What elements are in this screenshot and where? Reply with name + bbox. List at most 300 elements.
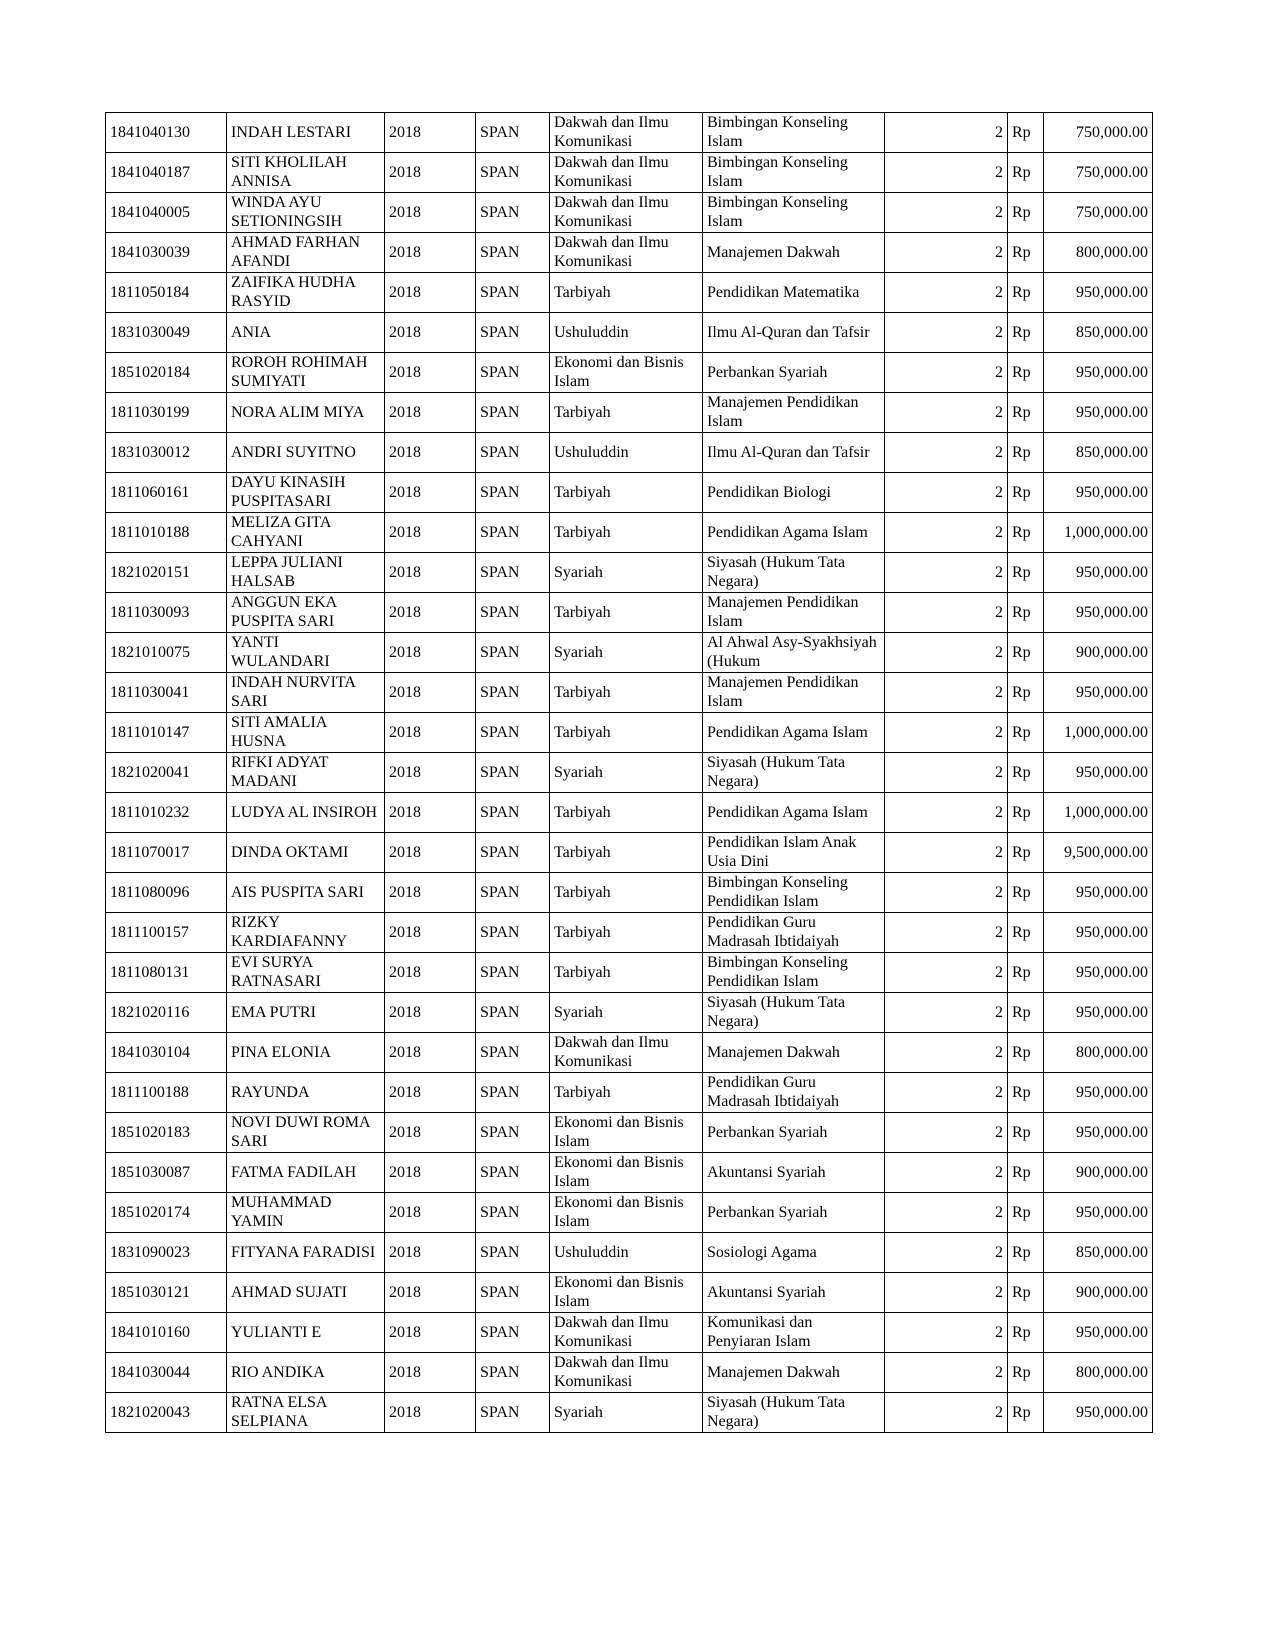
student-name-text: FATMA FADILAH	[231, 1164, 357, 1181]
table-row	[106, 993, 1153, 1033]
admission-path-cell	[476, 1273, 550, 1313]
student-id-text: 1841040005	[110, 204, 190, 221]
category-cell	[885, 1313, 1008, 1353]
faculty-cell	[550, 793, 703, 833]
table-row	[106, 633, 1153, 673]
category-cell	[885, 273, 1008, 313]
currency-text: Rp	[1012, 1284, 1031, 1301]
category-text: 2	[995, 1164, 1003, 1181]
faculty-text: Syariah	[554, 764, 603, 781]
admission-path-cell	[476, 1073, 550, 1113]
currency-cell	[1008, 633, 1044, 673]
admission-path-cell	[476, 1153, 550, 1193]
student-name-text: NORA ALIM MIYA	[231, 404, 365, 421]
faculty-cell	[550, 633, 703, 673]
student-name-text: ROROH ROHIMAH SUMIYATI	[231, 354, 368, 390]
currency-cell	[1008, 993, 1044, 1033]
student-name-text: YULIANTI E	[231, 1324, 322, 1341]
faculty-text: Syariah	[554, 1004, 603, 1021]
currency-cell	[1008, 873, 1044, 913]
category-text: 2	[995, 1004, 1003, 1021]
student-id-cell	[106, 393, 227, 433]
faculty-text: Dakwah dan Ilmu Komunikasi	[554, 1354, 669, 1390]
category-text: 2	[995, 804, 1003, 821]
category-cell	[885, 673, 1008, 713]
student-id-cell	[106, 793, 227, 833]
admission-path-text: SPAN	[480, 564, 520, 581]
admission-path-text: SPAN	[480, 1364, 520, 1381]
year-cell	[385, 1313, 476, 1353]
admission-path-cell	[476, 873, 550, 913]
study-program-text: Bimbingan Konseling Islam	[707, 114, 848, 150]
year-text: 2018	[389, 1284, 421, 1301]
student-name-cell	[227, 993, 385, 1033]
currency-cell	[1008, 1193, 1044, 1233]
currency-cell	[1008, 1353, 1044, 1393]
category-cell	[885, 433, 1008, 473]
year-text: 2018	[389, 564, 421, 581]
amount-text: 800,000.00	[1076, 1364, 1148, 1381]
currency-text: Rp	[1012, 724, 1031, 741]
year-cell	[385, 193, 476, 233]
year-text: 2018	[389, 1364, 421, 1381]
year-text: 2018	[389, 1124, 421, 1141]
amount-cell	[1044, 833, 1153, 873]
admission-path-text: SPAN	[480, 1204, 520, 1221]
student-name-cell	[227, 1353, 385, 1393]
study-program-text: Bimbingan Konseling Islam	[707, 154, 848, 190]
admission-path-cell	[476, 913, 550, 953]
category-cell	[885, 713, 1008, 753]
admission-path-cell	[476, 833, 550, 873]
student-name-text: INDAH LESTARI	[231, 124, 352, 141]
currency-cell	[1008, 473, 1044, 513]
study-program-cell	[703, 1313, 885, 1353]
currency-cell	[1008, 1033, 1044, 1073]
faculty-cell	[550, 593, 703, 633]
study-program-text: Manajemen Pendidikan Islam	[707, 394, 859, 430]
year-text: 2018	[389, 204, 421, 221]
student-id-cell	[106, 313, 227, 353]
admission-path-cell	[476, 233, 550, 273]
table-row	[106, 753, 1153, 793]
student-id-text: 1811070017	[110, 844, 190, 861]
year-cell	[385, 953, 476, 993]
student-id-cell	[106, 153, 227, 193]
study-program-cell	[703, 793, 885, 833]
amount-cell	[1044, 1393, 1153, 1433]
admission-path-cell	[476, 1353, 550, 1393]
category-text: 2	[995, 524, 1003, 541]
student-id-cell	[106, 753, 227, 793]
admission-path-cell	[476, 473, 550, 513]
study-program-text: Pendidikan Islam Anak Usia Dini	[707, 834, 857, 870]
student-name-cell	[227, 433, 385, 473]
year-text: 2018	[389, 604, 421, 621]
currency-text: Rp	[1012, 684, 1031, 701]
table-row	[106, 873, 1153, 913]
admission-path-text: SPAN	[480, 1284, 520, 1301]
study-program-text: Ilmu Al-Quran dan Tafsir	[707, 324, 870, 341]
faculty-text: Dakwah dan Ilmu Komunikasi	[554, 114, 669, 150]
currency-cell	[1008, 953, 1044, 993]
admission-path-text: SPAN	[480, 684, 520, 701]
year-cell	[385, 1113, 476, 1153]
admission-path-text: SPAN	[480, 244, 520, 261]
student-id-text: 1811010147	[110, 724, 190, 741]
student-name-text: SITI AMALIA HUSNA	[231, 714, 327, 750]
student-name-text: PINA ELONIA	[231, 1044, 331, 1061]
category-cell	[885, 1233, 1008, 1273]
admission-path-text: SPAN	[480, 1004, 520, 1021]
category-text: 2	[995, 1404, 1003, 1421]
faculty-text: Ushuluddin	[554, 1244, 629, 1261]
study-program-cell	[703, 993, 885, 1033]
faculty-cell	[550, 193, 703, 233]
table-row	[106, 593, 1153, 633]
faculty-text: Tarbiyah	[554, 884, 611, 901]
study-program-text: Manajemen Dakwah	[707, 1364, 840, 1381]
faculty-text: Tarbiyah	[554, 284, 611, 301]
category-cell	[885, 553, 1008, 593]
admission-path-text: SPAN	[480, 124, 520, 141]
student-id-text: 1841030044	[110, 1364, 190, 1381]
year-text: 2018	[389, 1244, 421, 1261]
year-cell	[385, 153, 476, 193]
table-row	[106, 473, 1153, 513]
currency-text: Rp	[1012, 804, 1031, 821]
study-program-cell	[703, 1073, 885, 1113]
year-cell	[385, 1233, 476, 1273]
study-program-cell	[703, 673, 885, 713]
currency-cell	[1008, 1313, 1044, 1353]
faculty-cell	[550, 473, 703, 513]
amount-cell	[1044, 753, 1153, 793]
student-name-text: SITI KHOLILAH ANNISA	[231, 154, 347, 190]
currency-cell	[1008, 113, 1044, 153]
currency-cell	[1008, 433, 1044, 473]
currency-text: Rp	[1012, 1324, 1031, 1341]
year-cell	[385, 113, 476, 153]
currency-text: Rp	[1012, 404, 1031, 421]
amount-cell	[1044, 713, 1153, 753]
amount-text: 950,000.00	[1076, 284, 1148, 301]
student-name-text: EMA PUTRI	[231, 1004, 316, 1021]
student-id-cell	[106, 953, 227, 993]
amount-text: 950,000.00	[1076, 1204, 1148, 1221]
category-cell	[885, 473, 1008, 513]
student-name-text: AIS PUSPITA SARI	[231, 884, 364, 901]
study-program-text: Manajemen Dakwah	[707, 1044, 840, 1061]
category-text: 2	[995, 924, 1003, 941]
table-row	[106, 1273, 1153, 1313]
study-program-cell	[703, 233, 885, 273]
category-text: 2	[995, 564, 1003, 581]
student-id-text: 1811010232	[110, 804, 190, 821]
student-name-text: ZAIFIKA HUDHA RASYID	[231, 274, 355, 310]
student-name-text: LEPPA JULIANI HALSAB	[231, 554, 343, 590]
currency-cell	[1008, 153, 1044, 193]
student-id-text: 1821010075	[110, 644, 190, 661]
student-name-cell	[227, 1193, 385, 1233]
faculty-text: Syariah	[554, 1404, 603, 1421]
study-program-text: Al Ahwal Asy-Syakhsiyah (Hukum	[707, 634, 877, 670]
category-cell	[885, 233, 1008, 273]
year-cell	[385, 673, 476, 713]
year-text: 2018	[389, 1084, 421, 1101]
amount-text: 950,000.00	[1076, 604, 1148, 621]
year-cell	[385, 313, 476, 353]
currency-cell	[1008, 1073, 1044, 1113]
study-program-cell	[703, 913, 885, 953]
student-id-cell	[106, 673, 227, 713]
currency-cell	[1008, 313, 1044, 353]
faculty-cell	[550, 233, 703, 273]
amount-cell	[1044, 233, 1153, 273]
admission-path-cell	[476, 993, 550, 1033]
category-text: 2	[995, 1044, 1003, 1061]
amount-text: 800,000.00	[1076, 1044, 1148, 1061]
year-text: 2018	[389, 844, 421, 861]
year-text: 2018	[389, 444, 421, 461]
student-name-text: AHMAD SUJATI	[231, 1284, 348, 1301]
currency-text: Rp	[1012, 244, 1031, 261]
table-row	[106, 553, 1153, 593]
student-id-cell	[106, 113, 227, 153]
student-name-text: RIFKI ADYAT MADANI	[231, 754, 329, 790]
category-cell	[885, 1273, 1008, 1313]
student-name-text: EVI SURYA RATNASARI	[231, 954, 321, 990]
student-name-cell	[227, 153, 385, 193]
category-text: 2	[995, 764, 1003, 781]
study-program-cell	[703, 1353, 885, 1393]
admission-path-text: SPAN	[480, 964, 520, 981]
faculty-text: Tarbiyah	[554, 684, 611, 701]
student-id-cell	[106, 513, 227, 553]
admission-path-cell	[476, 153, 550, 193]
category-cell	[885, 513, 1008, 553]
year-text: 2018	[389, 684, 421, 701]
study-program-cell	[703, 273, 885, 313]
student-id-text: 1811030041	[110, 684, 190, 701]
student-id-cell	[106, 1353, 227, 1393]
admission-path-text: SPAN	[480, 604, 520, 621]
amount-cell	[1044, 1113, 1153, 1153]
currency-text: Rp	[1012, 564, 1031, 581]
student-name-cell	[227, 1273, 385, 1313]
faculty-cell	[550, 513, 703, 553]
category-text: 2	[995, 1364, 1003, 1381]
admission-path-cell	[476, 1033, 550, 1073]
amount-cell	[1044, 793, 1153, 833]
student-name-cell	[227, 513, 385, 553]
amount-cell	[1044, 353, 1153, 393]
student-id-cell	[106, 1313, 227, 1353]
amount-cell	[1044, 393, 1153, 433]
amount-text: 950,000.00	[1076, 404, 1148, 421]
admission-path-text: SPAN	[480, 484, 520, 501]
faculty-text: Tarbiyah	[554, 524, 611, 541]
study-program-cell	[703, 713, 885, 753]
table-row	[106, 1153, 1153, 1193]
amount-text: 950,000.00	[1076, 884, 1148, 901]
table-row	[106, 673, 1153, 713]
category-text: 2	[995, 444, 1003, 461]
year-text: 2018	[389, 484, 421, 501]
table-body	[106, 113, 1153, 1433]
category-cell	[885, 873, 1008, 913]
table-row	[106, 313, 1153, 353]
currency-text: Rp	[1012, 1364, 1031, 1381]
amount-cell	[1044, 193, 1153, 233]
admission-path-text: SPAN	[480, 644, 520, 661]
student-name-text: NOVI DUWI ROMA SARI	[231, 1114, 370, 1150]
student-id-cell	[106, 913, 227, 953]
study-program-cell	[703, 153, 885, 193]
faculty-text: Syariah	[554, 564, 603, 581]
admission-path-text: SPAN	[480, 1124, 520, 1141]
category-text: 2	[995, 244, 1003, 261]
student-name-cell	[227, 833, 385, 873]
study-program-text: Perbankan Syariah	[707, 1124, 828, 1141]
amount-cell	[1044, 1193, 1153, 1233]
year-text: 2018	[389, 1044, 421, 1061]
faculty-cell	[550, 1273, 703, 1313]
currency-text: Rp	[1012, 1124, 1031, 1141]
currency-text: Rp	[1012, 764, 1031, 781]
admission-path-cell	[476, 1233, 550, 1273]
currency-cell	[1008, 913, 1044, 953]
year-text: 2018	[389, 284, 421, 301]
student-id-text: 1841030104	[110, 1044, 190, 1061]
amount-text: 950,000.00	[1076, 1404, 1148, 1421]
student-name-cell	[227, 113, 385, 153]
currency-cell	[1008, 513, 1044, 553]
student-id-cell	[106, 713, 227, 753]
student-name-text: YANTI WULANDARI	[231, 634, 330, 670]
student-id-text: 1821020043	[110, 1404, 190, 1421]
currency-cell	[1008, 1113, 1044, 1153]
faculty-cell	[550, 1033, 703, 1073]
amount-cell	[1044, 153, 1153, 193]
student-name-text: MUHAMMAD YAMIN	[231, 1194, 332, 1230]
student-name-text: ANGGUN EKA PUSPITA SARI	[231, 594, 337, 630]
admission-path-text: SPAN	[480, 204, 520, 221]
faculty-text: Ekonomi dan Bisnis Islam	[554, 1114, 684, 1150]
admission-path-text: SPAN	[480, 324, 520, 341]
study-program-text: Siyasah (Hukum Tata Negara)	[707, 1394, 846, 1430]
study-program-text: Perbankan Syariah	[707, 1204, 828, 1221]
student-name-cell	[227, 1233, 385, 1273]
currency-text: Rp	[1012, 644, 1031, 661]
faculty-text: Tarbiyah	[554, 924, 611, 941]
table-row	[106, 793, 1153, 833]
currency-text: Rp	[1012, 484, 1031, 501]
amount-cell	[1044, 1313, 1153, 1353]
amount-cell	[1044, 1273, 1153, 1313]
student-name-text: DINDA OKTAMI	[231, 844, 349, 861]
year-cell	[385, 593, 476, 633]
student-name-cell	[227, 1113, 385, 1153]
student-id-text: 1841040187	[110, 164, 190, 181]
study-program-cell	[703, 1193, 885, 1233]
currency-cell	[1008, 1233, 1044, 1273]
amount-text: 950,000.00	[1076, 484, 1148, 501]
student-id-text: 1811100188	[110, 1084, 189, 1101]
admission-path-text: SPAN	[480, 1084, 520, 1101]
year-text: 2018	[389, 364, 421, 381]
year-text: 2018	[389, 764, 421, 781]
amount-text: 800,000.00	[1076, 244, 1148, 261]
study-program-cell	[703, 1273, 885, 1313]
amount-text: 750,000.00	[1076, 124, 1148, 141]
year-cell	[385, 1353, 476, 1393]
faculty-text: Tarbiyah	[554, 484, 611, 501]
table-row	[106, 1353, 1153, 1393]
admission-path-text: SPAN	[480, 364, 520, 381]
amount-cell	[1044, 593, 1153, 633]
amount-text: 950,000.00	[1076, 1124, 1148, 1141]
currency-text: Rp	[1012, 524, 1031, 541]
student-id-text: 1851020174	[110, 1204, 190, 1221]
student-name-text: RIZKY KARDIAFANNY	[231, 914, 348, 950]
student-id-text: 1841010160	[110, 1324, 190, 1341]
amount-cell	[1044, 993, 1153, 1033]
student-id-cell	[106, 273, 227, 313]
amount-cell	[1044, 433, 1153, 473]
currency-text: Rp	[1012, 164, 1031, 181]
currency-text: Rp	[1012, 444, 1031, 461]
category-cell	[885, 1033, 1008, 1073]
category-text: 2	[995, 964, 1003, 981]
year-text: 2018	[389, 884, 421, 901]
student-name-cell	[227, 233, 385, 273]
year-cell	[385, 393, 476, 433]
admission-path-text: SPAN	[480, 924, 520, 941]
amount-text: 9,500,000.00	[1064, 844, 1148, 861]
category-cell	[885, 1113, 1008, 1153]
student-name-cell	[227, 553, 385, 593]
category-text: 2	[995, 1124, 1003, 1141]
student-id-cell	[106, 1233, 227, 1273]
currency-text: Rp	[1012, 1244, 1031, 1261]
amount-cell	[1044, 1233, 1153, 1273]
year-cell	[385, 513, 476, 553]
category-cell	[885, 753, 1008, 793]
study-program-text: Pendidikan Agama Islam	[707, 524, 868, 541]
category-cell	[885, 1193, 1008, 1233]
faculty-text: Tarbiyah	[554, 724, 611, 741]
category-cell	[885, 953, 1008, 993]
study-program-text: Akuntansi Syariah	[707, 1284, 826, 1301]
currency-cell	[1008, 353, 1044, 393]
amount-cell	[1044, 1073, 1153, 1113]
amount-text: 1,000,000.00	[1064, 724, 1148, 741]
study-program-text: Ilmu Al-Quran dan Tafsir	[707, 444, 870, 461]
student-name-cell	[227, 793, 385, 833]
currency-text: Rp	[1012, 1204, 1031, 1221]
admission-path-cell	[476, 713, 550, 753]
admission-path-text: SPAN	[480, 1404, 520, 1421]
currency-text: Rp	[1012, 124, 1031, 141]
table-row	[106, 1073, 1153, 1113]
student-name-text: ANIA	[231, 324, 271, 341]
faculty-cell	[550, 553, 703, 593]
amount-text: 950,000.00	[1076, 1324, 1148, 1341]
category-cell	[885, 1353, 1008, 1393]
student-name-cell	[227, 913, 385, 953]
admission-path-cell	[476, 1393, 550, 1433]
